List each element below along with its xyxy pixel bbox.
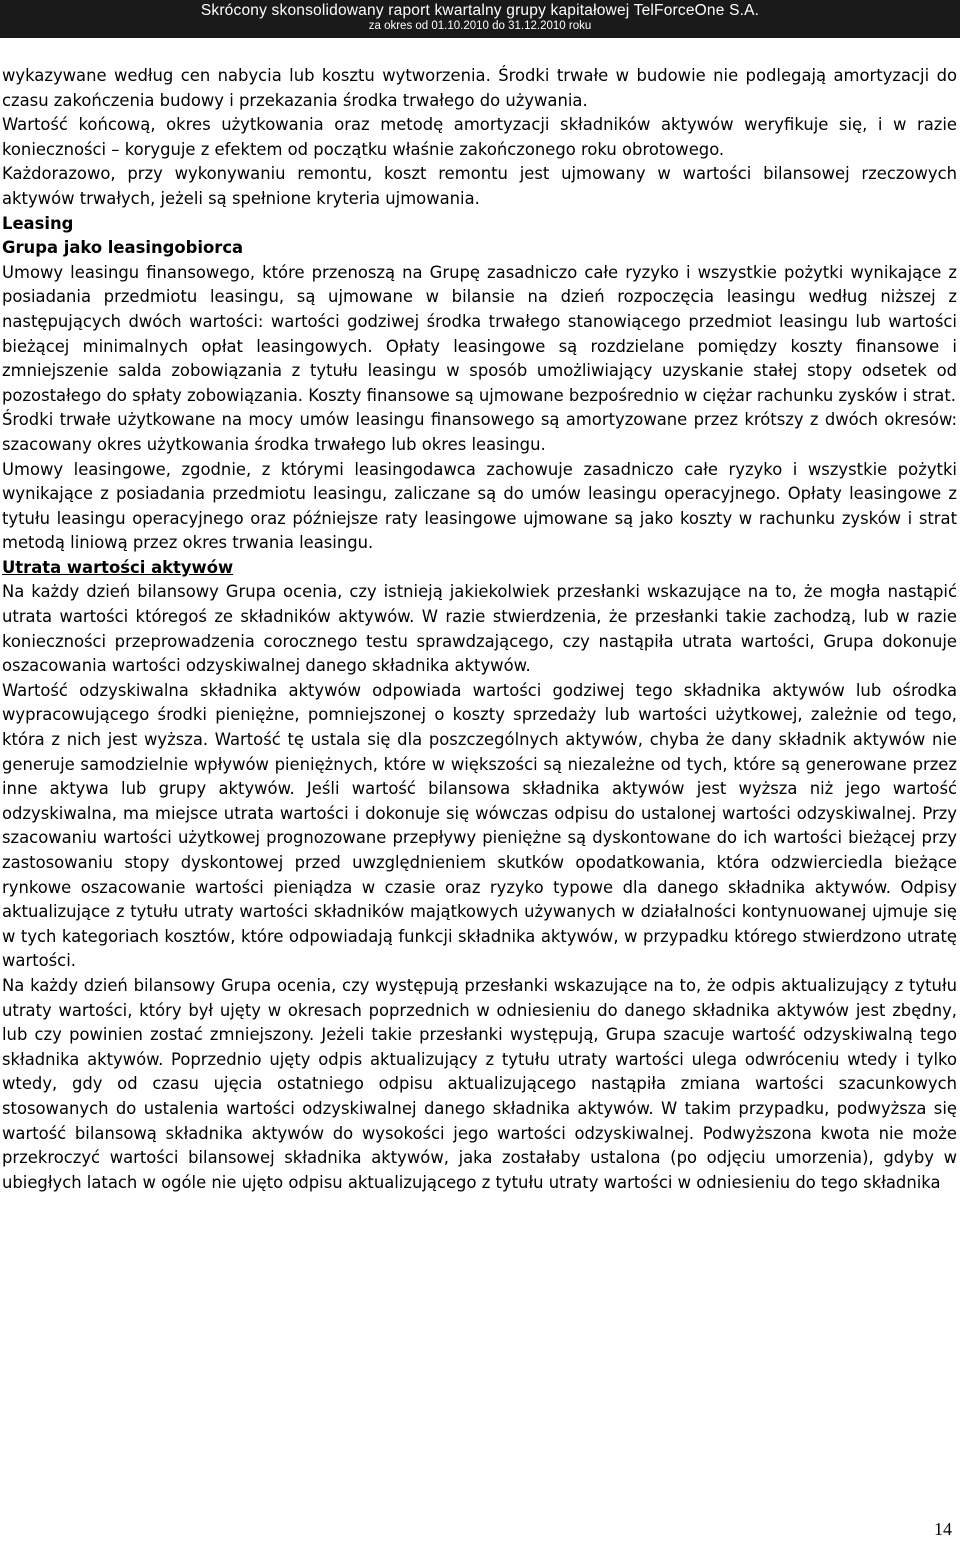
paragraph: Umowy leasingu finansowego, które przenoszą na Grupę zasadniczo całe ryzyko i wszystkie pożytki wynikające z posiadania przedmiotu leasingu, są ujmowane w bilansie na dzień rozpoczęcia leasingu według niższej z następujących dwóch wartości: wartości godziwej środka trwałego stanowiącego przedmiot leasingu lub wartości bieżącej minimalnych opłat leasingowych. Opłaty leasingowe są rozdzielane pomiędzy koszty finansowe i zmniejszenie salda zobowiązania z tytułu leasingu w sposób umożliwiający uzyskanie stałej stopy odsetek od pozostałego do spłaty zobowiązania. Koszty finansowe są ujmowane bezpośrednio w ciężar rachunku zysków i strat. — [2, 262, 957, 405]
document-body — [2, 64, 957, 1195]
paragraph: Wartość końcową, okres użytkowania oraz metodę amortyzacji składników aktywów weryfikuje się, i w razie konieczności – koryguje z efektem od początku właśnie zakończonego roku obrotowego. — [2, 115, 957, 159]
paragraph: Na każdy dzień bilansowy Grupa ocenia, czy istnieją jakiekolwiek przesłanki wskazujące na to, że mogła nastąpić utrata wartości któregoś ze składników aktywów. W razie stwierdzenia, że przesłanki takie zachodzą, lub w razie konieczności przeprowadzenia corocznego testu sprawdzającego, czy nastąpiła utrata wartości, Grupa dokonuje oszacowania wartości odzyskiwalnej danego składnika aktywów. — [2, 582, 957, 676]
subsection-heading-lessee: Grupa jako leasingobiorca — [2, 238, 244, 258]
paragraph: Wartość odzyskiwalna składnika aktywów odpowiada wartości godziwej tego składnika aktywów lub ośrodka wypracowującego środki pieniężne, pomniejszonej o koszty sprzedaży lub wartości użytkowej, zależnie od tego, która z nich jest wyższa. Wartość tę ustala się dla poszczególnych aktywów, chyba że dany składnik aktywów nie generuje samodzielnie wpływów pieniężnych, które w większości są niezależne od tych, które są generowane przez inne aktywa lub grupy aktywów. Jeśli wartość bilansowa składnika aktywów jest wyższa niż jego wartość odzyskiwalna, ma miejsce utrata wartości i dokonuje się wówczas odpisu do ustalonej wartości odzyskiwalnej. Przy szacowaniu wartości użytkowej prognozowane przepływy pieniężne są dyskontowane do ich wartości bieżącej przy zastosowaniu stopy dyskontowej przed uwzględnieniem skutków opodatkowania, która odzwierciedla bieżące rynkowe oszacowanie wartości pieniądza w czasie oraz ryzyko typowe dla danego składnika aktywów. Odpisy aktualizujące z tytułu utraty wartości składników majątkowych używanych w działalności kontynuowanej ujmuje się w tych kategoriach kosztów, które odpowiadają funkcji składnika aktywów, w przypadku którego stwierdzono utratę wartości. — [2, 680, 957, 971]
page-header — [0, 0, 960, 38]
paragraph: Każdorazowo, przy wykonywaniu remontu, koszt remontu jest ujmowany w wartości bilansowej rzeczowych aktywów trwałych, jeżeli są spełnione kryteria ujmowania. — [2, 164, 957, 208]
paragraph: Na każdy dzień bilansowy Grupa ocenia, czy występują przesłanki wskazujące na to, że odpis aktualizujący z tytułu utraty wartości, który był ujęty w okresach poprzednich w odniesieniu do danego składnika aktywów jest zbędny, lub czy powinien zostać zmniejszony. Jeżeli takie przesłanki występują, Grupa szacuje wartość odzyskiwalną tego składnika aktywów. Poprzednio ujęty odpis aktualizujący z tytułu utraty wartości ulega odwróceniu wtedy i tylko wtedy, gdy od czasu ujęcia ostatniego odpisu aktualizującego nastąpiła zmiana wartości szacunkowych stosowanych do ustalenia wartości odzyskiwalnej danego składnika aktywów. W takim przypadku, podwyższa się wartość bilansową składnika aktywów do wysokości jego wartości odzyskiwalnej. Podwyższona kwota nie może przekroczyć wartości bilansowej składnika aktywów, jaka zostałaby ustalona (po odjęciu umorzenia), gdyby w ubiegłych latach w ogóle nie ujęto odpisu aktualizującego z tytułu utraty wartości w odniesieniu do tego składnika — [2, 975, 957, 1192]
section-heading-leasing: Leasing — [2, 213, 74, 233]
paragraph: Umowy leasingowe, zgodnie, z którymi leasingodawca zachowuje zasadniczo całe ryzyko i wszystkie pożytki wynikające z posiadania przedmiotu leasingu, zaliczane są do umów leasingu operacyjnego. Opłaty leasingowe z tytułu leasingu operacyjnego oraz późniejsze raty leasingowe ujmowane są jako koszty w rachunku zysków i strat metodą liniową przez okres trwania leasingu. — [2, 459, 957, 553]
paragraph: wykazywane według cen nabycia lub kosztu wytworzenia. Środki trwałe w budowie nie podlegają amortyzacji do czasu zakończenia budowy i przekazania środka trwałego do używania. — [2, 66, 957, 110]
section-heading-impairment: Utrata wartości aktywów — [2, 557, 234, 577]
page-number: 14 — [934, 1519, 952, 1539]
paragraph: Środki trwałe użytkowane na mocy umów leasingu finansowego są amortyzowane przez krótszy z dwóch okresów: szacowany okres użytkowania środka trwałego lub okres leasingu. — [2, 410, 957, 454]
report-title: Skrócony skonsolidowany raport kwartalny grupy kapitałowej TelForceOne S.A. — [200, 2, 760, 19]
report-period: za okres od 01.10.2010 do 31.12.2010 roku — [368, 20, 592, 32]
